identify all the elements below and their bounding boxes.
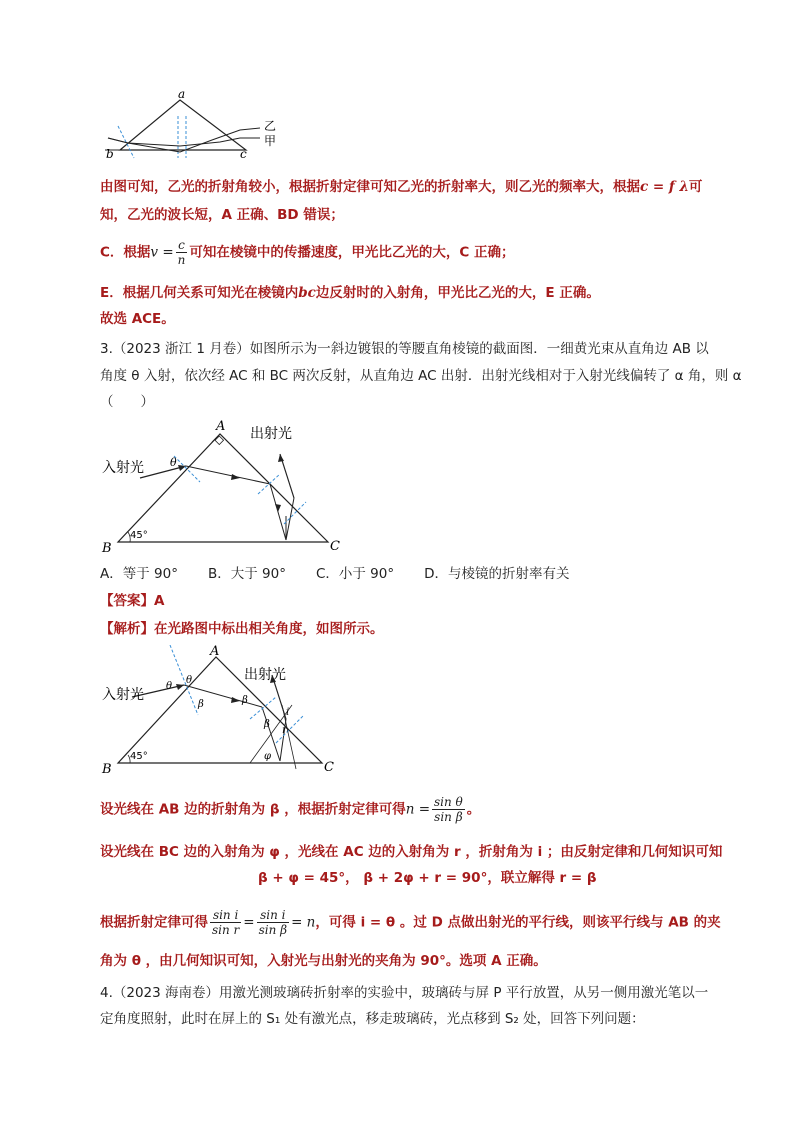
q3-line1: 3.（2023 浙江 1 月卷）如图所示为一斜边镀银的等腰直角棱镜的截面图．一细黄光束从直角边 AB 以 <box>100 341 709 357</box>
fig2-theta: θ <box>170 456 177 469</box>
fig3-label-B: B <box>102 762 112 777</box>
prism-figure-3 <box>100 645 350 777</box>
para-e: E．根据几何关系可知光在棱镜内bc边反射时的入射角，甲光比乙光的大，E 正确。 <box>100 285 600 301</box>
analysis-p2-line1: 设光线在 BC 边的入射角为 φ ，光线在 AC 边的入射角为 r ，折射角为 i ；由反射定律和几何知识可知 <box>100 844 723 860</box>
prism-figure-2 <box>100 416 360 556</box>
option-a: A．等于 90° <box>100 566 178 582</box>
fig3-beta2: β <box>242 695 248 706</box>
option-c: C．小于 90° <box>315 566 395 582</box>
prism-triangle-2 <box>118 434 328 542</box>
analysis-p3-line1: 根据折射定律可得 $\frac{\text{sin i}}{\text{sin r}}$ = $\frac{\text{sin i}}{\text{sin β}}$ = n，可得 i = θ 。过 D 点做出射光的平行线，则该平行线与 AB 的夹 <box>100 908 721 937</box>
fig3-label-A: A <box>210 645 220 659</box>
label-c: c <box>240 147 247 160</box>
prism-figure-1 <box>100 88 290 160</box>
analysis-p1: 设光线在 AB 边的折射角为 β ，根据折射定律可得n = $\frac{\text{sin θ}}{\text{sin β}}$ 。 <box>100 795 481 824</box>
para1-line1: 由图可知，乙光的折射角较小，根据折射定律可知乙光的折射率大，则乙光的频率大，根据c = f λ可 <box>100 179 703 195</box>
fig3-i: i <box>286 707 290 718</box>
fig3-r: r <box>282 725 287 736</box>
conclusion: 故选 ACE。 <box>100 311 175 327</box>
q3-line2: 角度 θ 入射，依次经 AC 和 BC 两次反射，从直角边 AC 出射．出射光线相对于入射光线偏转了 α 角，则 α <box>100 368 742 384</box>
ray-yi <box>108 128 260 152</box>
fig2-incident-label: 入射光 <box>102 460 144 476</box>
label-b: b <box>106 147 114 160</box>
label-a: a <box>178 88 186 101</box>
fig2-label-A: A <box>216 419 226 434</box>
analysis-p2-line2: β + φ = 45°， β + 2φ + r = 90°，联立解得 r = β <box>258 870 597 886</box>
fig3-phi: φ <box>264 751 272 762</box>
options <box>100 564 720 584</box>
fig3-theta: θ <box>166 681 173 692</box>
label-jia: 甲 <box>264 134 277 148</box>
option-b: B．大于 90° <box>207 566 286 582</box>
prism-triangle <box>120 100 246 150</box>
para-c: C．根据v = $\frac{c}{n}$ 可知在棱镜中的传播速度，甲光比乙光的大，C 正确； <box>100 238 515 267</box>
ray-jia <box>108 138 260 146</box>
analysis-p3-line2: 角为 θ ，由几何知识可知，入射光与出射光的夹角为 90°。选项 A 正确。 <box>100 953 547 969</box>
fig3-theta2: θ <box>186 675 193 686</box>
label-yi: 乙 <box>264 119 277 133</box>
q4-line2: 定角度照射，此时在屏上的 S₁ 处有激光点，移走玻璃砖，光点移到 S₂ 处，回答下列问题： <box>100 1011 645 1027</box>
fig3-beta1: β <box>198 699 204 710</box>
fig3-beta3: β <box>264 719 270 730</box>
fig3-angle45: 45° <box>130 751 148 762</box>
fig2-label-C: C <box>330 539 340 554</box>
fig3-outgoing-label: 出射光 <box>244 667 286 683</box>
option-d: D．与棱镜的折射率有关 <box>424 566 570 582</box>
analysis: 【解析】在光路图中标出相关角度，如图所示。 <box>100 621 384 637</box>
fig3-incident-label: 入射光 <box>102 687 144 703</box>
q4-line1: 4.（2023 海南卷）用激光测玻璃砖折射率的实验中，玻璃砖与屏 P 平行放置，从另一侧用激光笔以一 <box>100 985 709 1001</box>
q3-line3: （ ） <box>100 394 154 410</box>
fig2-angle45: 45° <box>130 530 148 541</box>
fig3-label-C: C <box>324 760 334 775</box>
fig2-label-B: B <box>102 541 112 556</box>
answer: 【答案】A <box>100 593 165 609</box>
para1-line2: 知，乙光的波长短，A 正确、BD 错误； <box>100 207 344 223</box>
fig2-outgoing-label: 出射光 <box>250 426 292 442</box>
